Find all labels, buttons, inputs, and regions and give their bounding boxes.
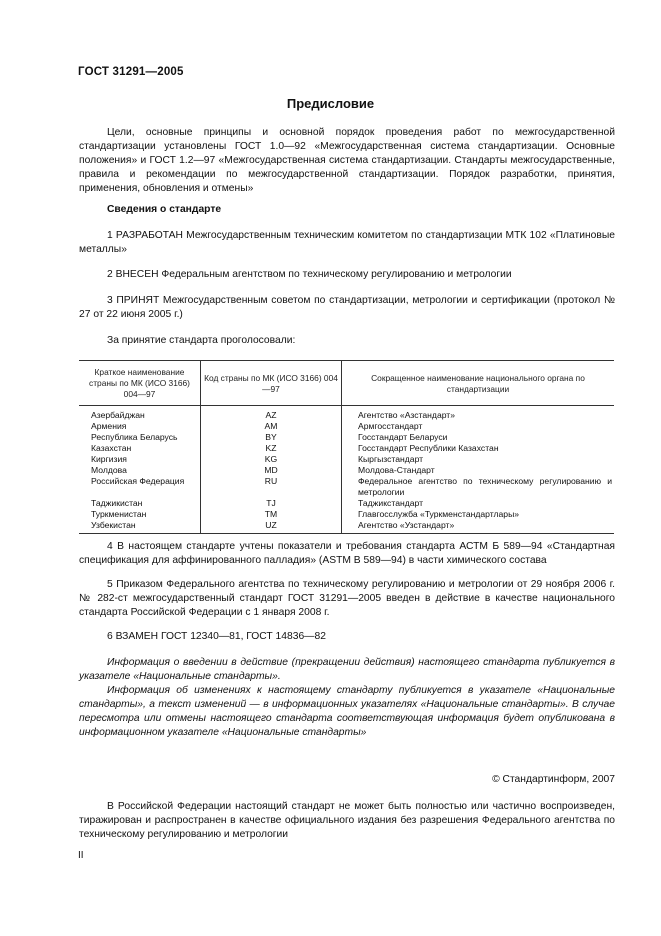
body-cell: Молдова-Стандарт	[358, 465, 435, 475]
intro-paragraph	[79, 126, 615, 196]
item-1	[79, 229, 615, 257]
table-body	[79, 406, 614, 534]
table-row	[79, 498, 614, 509]
item-4	[79, 540, 615, 568]
body-cell: Главгосслужба «Туркменстандартлары»	[358, 509, 520, 519]
country-cell: Туркменистан	[79, 509, 201, 520]
code-cell: TJ	[201, 498, 342, 509]
section-heading-text: Сведения о стандарте	[107, 204, 222, 215]
code-cell: UZ	[201, 520, 342, 534]
country-cell: Таджикистан	[79, 498, 201, 509]
intro-text: Цели, основные принципы и основной порядок проведения работ по межгосударственной стандартизации установлены ГОСТ 1.0—92 «Межгосударственная система стандартизации. Основные положения» и ГОСТ 1.2—97 «Межгосударственная система стандартизации. Стандарты межгосударственные, правила и рекомендации по межгосударственной стандартизации. Порядок разработки, принятия, применения, обновления и отмены»	[79, 127, 615, 194]
country-cell: Узбекистан	[79, 520, 201, 534]
code-cell: RU	[201, 476, 342, 498]
code-cell: AM	[201, 421, 342, 432]
body-cell: Кыргызстандарт	[358, 454, 424, 464]
country-cell: Молдова	[79, 465, 201, 476]
page-title: Предисловие	[286, 96, 375, 111]
header-code: Код страны по МК (ИСО 3166) 004—97	[201, 361, 342, 406]
item-5-text: 5 Приказом Федерального агентства по техническому регулированию и метрологии от 29 ноября 2006 г. № 282-ст межгосударственный стандарт ГОСТ 31291—2005 введен в действие в качестве национального стандарта Российской Федерации с 1 января 2008 г.	[79, 579, 615, 618]
page-number: II	[78, 850, 84, 861]
info-introduction	[79, 656, 615, 684]
code-cell: AZ	[201, 406, 342, 422]
body-cell: Госстандарт Беларуси	[358, 432, 448, 442]
item-2-lead: 2 ВНЕСЕН	[107, 269, 159, 280]
body-cell: Агентство «Узстандарт»	[342, 520, 615, 534]
item-1-lead: 1 РАЗРАБОТАН	[107, 230, 183, 241]
table-row	[79, 520, 614, 534]
code-cell: TM	[201, 509, 342, 520]
vote-intro-text: За принятие стандарта проголосовали:	[107, 335, 296, 346]
country-cell: Киргизия	[79, 454, 201, 465]
copyright: © Стандартинформ, 2007	[492, 774, 615, 785]
body-cell: Госстандарт Республики Казахстан	[358, 443, 499, 453]
code-cell: BY	[201, 432, 342, 443]
body-cell: Армгосстандарт	[358, 421, 423, 431]
code-cell: MD	[201, 465, 342, 476]
header-body: Сокращенное наименование национального органа по стандартизации	[342, 361, 615, 406]
table-row	[79, 406, 614, 422]
item-3	[79, 294, 615, 322]
info-changes	[79, 684, 615, 740]
section-heading	[79, 203, 615, 217]
item-4-text: 4 В настоящем стандарте учтены показатели и требования стандарта АСТМ Б 589—94 «Стандартная спецификация для аффинированного палладия» (ASTM B 589—94) в части химического состава	[79, 541, 615, 566]
country-cell: Казахстан	[79, 443, 201, 454]
country-cell: Республика Беларусь	[79, 432, 201, 443]
voting-table	[79, 360, 614, 534]
document-header: ГОСТ 31291—2005	[78, 66, 184, 78]
item-2-text: Федеральным агентством по техническому регулированию и метрологии	[158, 269, 512, 280]
item-3-lead: 3 ПРИНЯТ	[107, 295, 160, 306]
rights-notice	[79, 800, 615, 842]
code-cell: KG	[201, 454, 342, 465]
info-introduction-text: Информация о введении в действие (прекращении действия) настоящего стандарта публикуется в указателе «Национальные стандарты».	[79, 657, 615, 682]
body-cell: Агентство «Азстандарт»	[358, 410, 456, 420]
item-2	[79, 268, 615, 282]
table-row	[79, 454, 614, 465]
table-row	[79, 432, 614, 443]
vote-intro	[79, 334, 615, 348]
table-row	[79, 443, 614, 454]
table-header-row	[79, 361, 614, 406]
country-cell: Российская Федерация	[79, 476, 201, 498]
country-cell: Азербайджан	[79, 406, 201, 422]
rights-notice-text: В Российской Федерации настоящий стандарт не может быть полностью или частично воспроизведен, тиражирован и распространен в качестве официального издания без разрешения Федерального агентства по техническому регулированию и метрологии	[79, 801, 615, 840]
item-5	[79, 578, 615, 620]
table-row	[79, 465, 614, 476]
code-cell: KZ	[201, 443, 342, 454]
header-country: Краткое наименование страны по МК (ИСО 3166) 004—97	[79, 361, 201, 406]
table-row	[79, 509, 614, 520]
item-6	[79, 630, 615, 644]
table-row	[79, 421, 614, 432]
country-cell: Армения	[79, 421, 201, 432]
table-row	[79, 476, 614, 498]
body-cell: Федеральное агентство по техническому регулированию и метрологии	[358, 476, 612, 497]
info-changes-text: Информация об изменениях к настоящему стандарту публикуется в указателе «Национальные стандарты», а текст изменений — в информационных указателях «Национальные стандарты». В случае пересмотра или отмены настоящего стандарта соответствующая информация будет опубликована в информационном указателе «Национальные стандарты»	[79, 685, 615, 738]
item-3-text: Межгосударственным советом по стандартизации, метрологии и сертификации (протокол № 27 от 22 июня 2005 г.)	[79, 295, 615, 320]
body-cell: Таджикстандарт	[358, 498, 424, 508]
item-1-text: Межгосударственным техническим комитетом по стандартизации МТК 102 «Платиновые металлы»	[79, 230, 615, 255]
item-6-text: 6 ВЗАМЕН ГОСТ 12340—81, ГОСТ 14836—82	[107, 631, 326, 642]
